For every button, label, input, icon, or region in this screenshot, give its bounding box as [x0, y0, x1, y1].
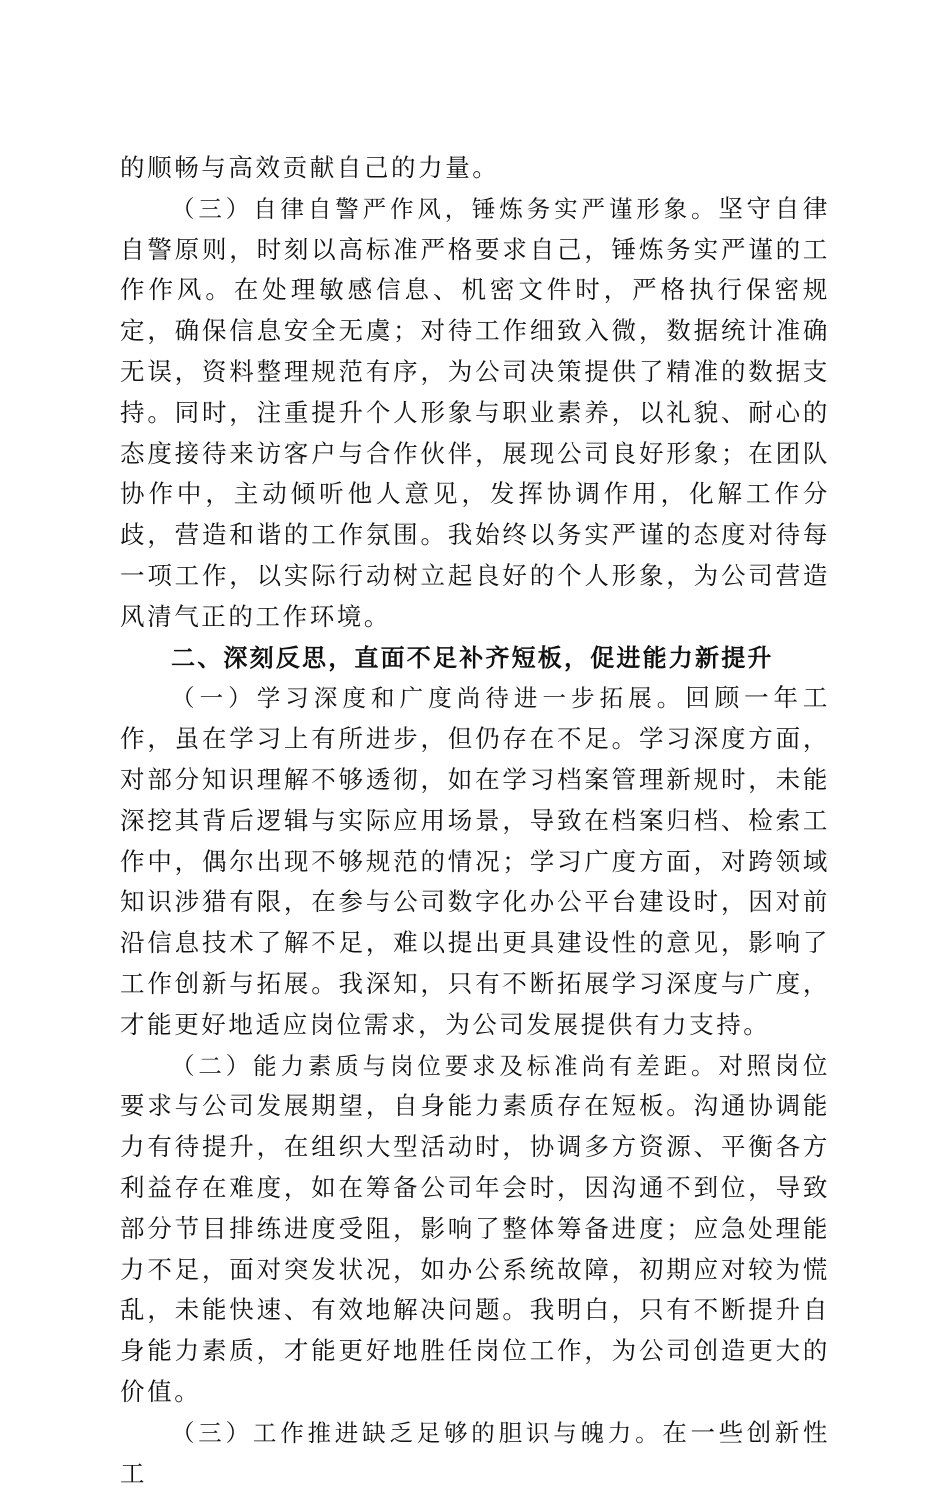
paragraph-body-courage: 在一些创新性工 — [120, 1417, 830, 1488]
paragraph-lead-ability: （二）能力素质与岗位要求及标准尚有差距。 — [171, 1051, 719, 1080]
paragraph-self-discipline — [120, 189, 830, 638]
continuation-text: 的顺畅与高效贡献自己的力量。 — [120, 153, 500, 182]
paragraph-learning — [120, 678, 830, 1045]
paragraph-courage — [120, 1413, 830, 1494]
document-body — [120, 148, 830, 1494]
paragraph-lead-self-discipline: （三）自律自警严作风，锤炼务实严谨形象。 — [171, 194, 719, 223]
paragraph-lead-courage: （三）工作推进缺乏足够的胆识与魄力。 — [171, 1418, 663, 1447]
paragraph-lead-learning: （一）学习深度和广度尚待进一步拓展。 — [171, 684, 686, 713]
paragraph-body-ability: 对照岗位要求与公司发展期望，自身能力素质存在短板。沟通协调能力有待提升，在组织大型活动时，协调多方资源、平衡各方利益存在难度，如在筹备公司年会时，因沟通不到位，导致部分节目排练进度受阻，影响了整体筹备进度；应急处理能力不足，面对突发状况，如办公系统故障，初期应对较为慌乱，未能快速、有效地解决问题。我明白，只有不断提升自身能力素质，才能更好地胜任岗位工作，为公司创造更大的价值。 — [120, 1050, 830, 1406]
paragraph-ability — [120, 1046, 830, 1413]
section-heading-reflection: 二、深刻反思，直面不足补齐短板，促进能力新提升 — [171, 643, 774, 672]
paragraph-body-learning: 回顾一年工作，虽在学习上有所进步，但仍存在不足。学习深度方面，对部分知识理解不够透彻，如在学习档案管理新规时，未能深挖其背后逻辑与实际应用场景，导致在档案归档、检索工作中，偶尔出现不够规范的情况；学习广度方面，对跨领域知识涉猎有限，在参与公司数字化办公平台建设时，因对前沿信息技术了解不足，难以提出更具建设性的意见，影响了工作创新与拓展。我深知，只有不断拓展学习深度与广度，才能更好地适应岗位需求，为公司发展提供有力支持。 — [120, 683, 830, 1039]
continuation-paragraph — [120, 148, 830, 189]
paragraph-body-self-discipline: 坚守自律自警原则，时刻以高标准严格要求自己，锤炼务实严谨的工作作风。在处理敏感信息、机密文件时，严格执行保密规定，确保信息安全无虞；对待工作细致入微，数据统计准确无误，资料整理规范有序，为公司决策提供了精准的数据支持。同时，注重提升个人形象与职业素养，以礼貌、耐心的态度接待来访客户与合作伙伴，展现公司良好形象；在团队协作中，主动倾听他人意见，发挥协调作用，化解工作分歧，营造和谐的工作氛围。我始终以务实严谨的态度对待每一项工作，以实际行动树立起良好的个人形象，为公司营造风清气正的工作环境。 — [120, 193, 830, 631]
